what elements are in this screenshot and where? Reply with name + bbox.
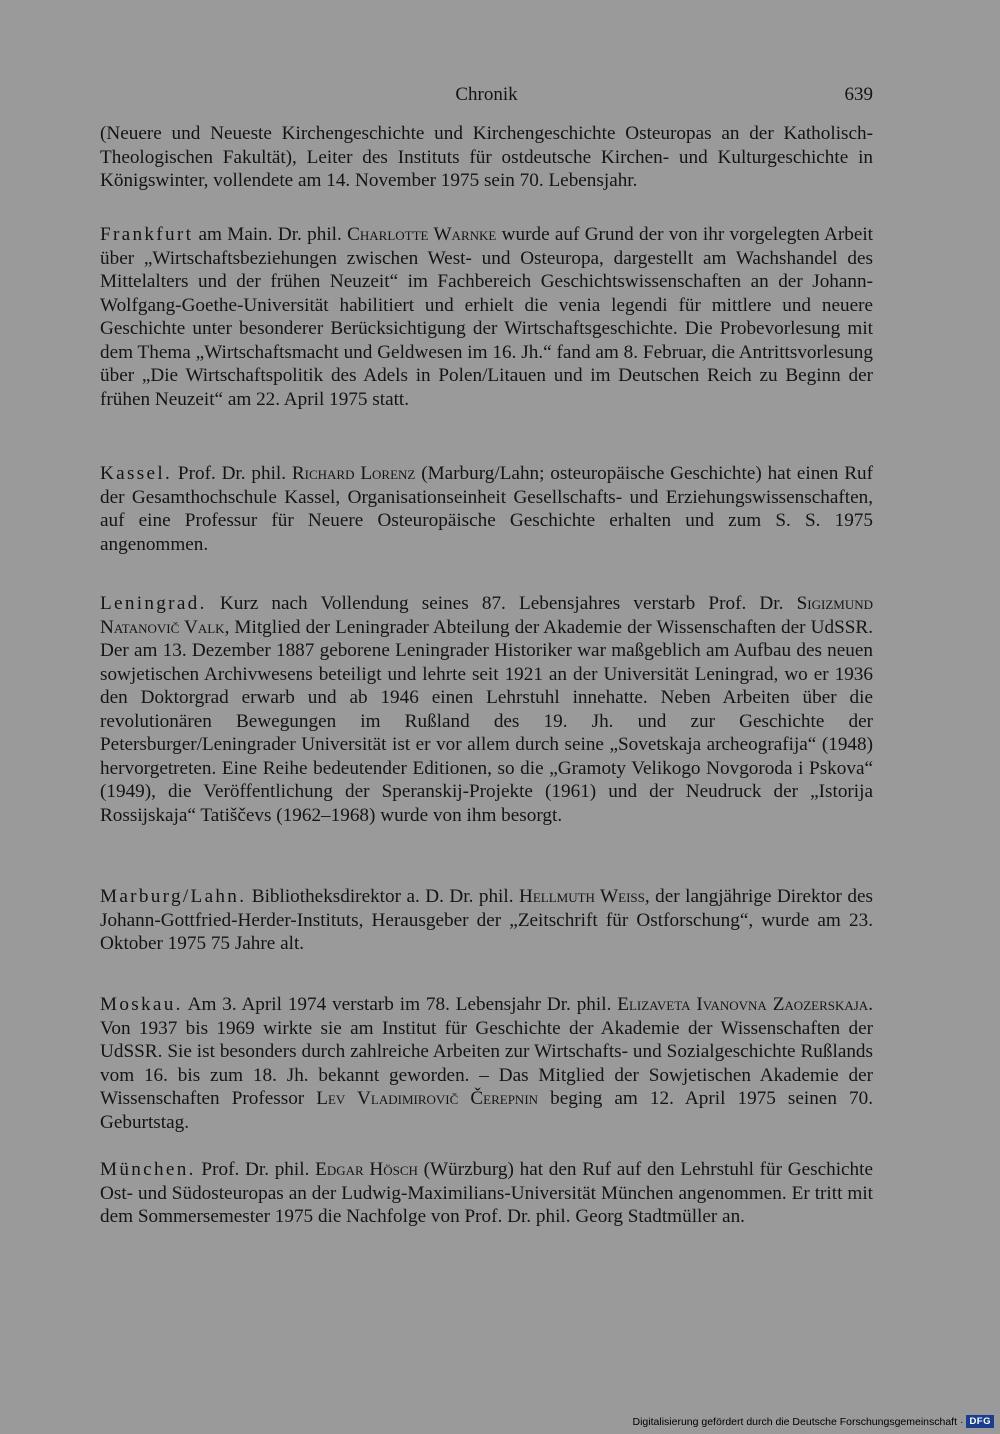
- person-name: Edgar Hösch: [315, 1159, 418, 1180]
- entry-moskau: [100, 993, 873, 1134]
- place-name: Marburg/Lahn.: [100, 886, 247, 907]
- running-header: [100, 84, 873, 110]
- entry-text: am Main. Dr. phil.: [193, 224, 348, 245]
- place-name: Kassel.: [100, 463, 173, 484]
- entry-leningrad: [100, 592, 873, 827]
- person-name: Richard Lorenz: [291, 463, 416, 484]
- entry-text: Kurz nach Vollendung seines 87. Lebensjahres verstarb Prof. Dr.: [206, 593, 797, 614]
- entry-text: , der langjährige Direktor des Johann-Gottfried-Herder-Instituts, Herausgeber der „Zeitschrift für Ostforschung“, wurde am 23. Oktober 1975 75 Jahre alt.: [100, 886, 873, 954]
- paragraph-continuation: [100, 122, 873, 193]
- entry-text: Bibliotheksdirektor a. D. Dr. phil.: [246, 886, 519, 907]
- entry-text: , Mitglied der Leningrader Abteilung der Akademie der Wissenschaften der UdSSR. Der am 13. Dezember 1887 geborene Leningrader Historiker war maßgeblich am Aufbau des neuen sowjetischen Archivwesens beteiligt und lehrte seit 1921 an der Universität Leningrad, wo er 1936 den Doktorgrad erwarb und ab 1946 einen Lehrstuhl innehatte. Neben Arbeiten über die revolutionären Bewegungen im Rußland des 19. Jh. und zur Geschichte der Petersburger/Leningrader Universität ist er vor allem durch seine „Sovetskaja archeografija“ (1948) hervorgetreten. Eine Reihe bedeutender Editionen, so die „Gramoty Velikogo Novgoroda i Pskova“ (1949), die Veröffentlichung der Speranskij-Projekte (1961) und der Neudruck der „Istorija Rossijskaja“ Tatiščevs (1962–1968) wurde von ihm besorgt.: [100, 616, 874, 826]
- entry-muenchen: [100, 1158, 873, 1229]
- place-name: Frankfurt: [100, 224, 194, 245]
- person-name: Sigizmund Natanovič Valk: [100, 593, 873, 638]
- place-name: Moskau.: [100, 994, 183, 1015]
- entry-text: Prof. Dr. phil.: [195, 1159, 316, 1180]
- running-title: Chronik: [455, 84, 518, 105]
- person-name: Charlotte Warnke: [347, 224, 497, 245]
- person-name: Lev Vladimirovič Čerepnin: [316, 1088, 539, 1109]
- page-number: 639: [844, 84, 873, 105]
- entry-text: wurde auf Grund der von ihr vorgelegten Arbeit über „Wirtschaftsbeziehungen zwischen West- und Osteuropa, dargestellt am Wachshandel des Mittelalters und der frühen Neuzeit“ im Fachbereich Geschichtswissenschaften an der Johann-Wolfgang-Goethe-Universität habilitiert und erhielt die venia legendi für mittlere und neuere Geschichte unter besonderer Berücksichtigung der Wirtschaftsgeschichte. Die Probevorlesung mit dem Thema „Wirtschaftsmacht und Geldwesen im 16. Jh.“ fand am 8. Februar, die Antrittsvorlesung über „Die Wirtschaftspolitik des Adels in Polen/Litauen und im Deutschen Reich zu Beginn der frühen Neuzeit“ am 22. April 1975 statt.: [100, 224, 873, 410]
- digitization-footer: [633, 1415, 994, 1428]
- place-name: München.: [100, 1159, 196, 1180]
- entry-text: Am 3. April 1974 verstarb im 78. Lebensjahr Dr. phil.: [182, 994, 618, 1015]
- person-name: Hellmuth Weiss: [518, 886, 645, 907]
- entry-frankfurt: [100, 223, 873, 411]
- person-name: Elizaveta Ivanovna Zaozerskaja: [617, 994, 869, 1015]
- entry-text: (Würzburg) hat den Ruf auf den Lehrstuhl für Geschichte Ost- und Südosteuropas an der Ludwig-Maximilians-Universität München angenommen. Er tritt mit dem Sommersemester 1975 die Nachfolge von Prof. Dr. phil. Georg Stadtmüller an.: [100, 1159, 873, 1227]
- dfg-logo: DFG: [966, 1415, 994, 1428]
- entry-text: beging am 12. April 1975 seinen 70. Geburtstag.: [100, 1088, 874, 1133]
- place-name: Leningrad.: [100, 593, 207, 614]
- entry-text: (Marburg/Lahn; osteuropäische Geschichte) hat einen Ruf der Gesamthochschule Kassel, Organisationseinheit Gesellschafts- und Erziehungswissenschaften, auf eine Professur für Neuere Osteuropäische Geschichte erhalten und zum S. S. 1975 angenommen.: [100, 463, 873, 555]
- paragraph-text: (Neuere und Neueste Kirchengeschichte und Kirchengeschichte Osteuropas an der Katholisch-Theologischen Fakultät), Leiter des Instituts für ostdeutsche Kirchen- und Kulturgeschichte in Königswinter, vollendete am 14. November 1975 sein 70. Lebensjahr.: [100, 123, 873, 191]
- footer-text: Digitalisierung gefördert durch die Deutsche Forschungsgemeinschaft ·: [632, 1415, 964, 1428]
- entry-text: . Von 1937 bis 1969 wirkte sie am Institut für Geschichte der Akademie der Wissenschaften der UdSSR. Sie ist besonders durch zahlreiche Arbeiten zur Wirtschafts- und Sozialgeschichte Rußlands vom 16. bis zum 18. Jh. bekannt geworden. – Das Mitglied der Sowjetischen Akademie der Wissenschaften Professor: [100, 994, 873, 1109]
- entry-marburg: [100, 885, 873, 956]
- entry-text: Prof. Dr. phil.: [172, 463, 292, 484]
- entry-kassel: [100, 462, 873, 556]
